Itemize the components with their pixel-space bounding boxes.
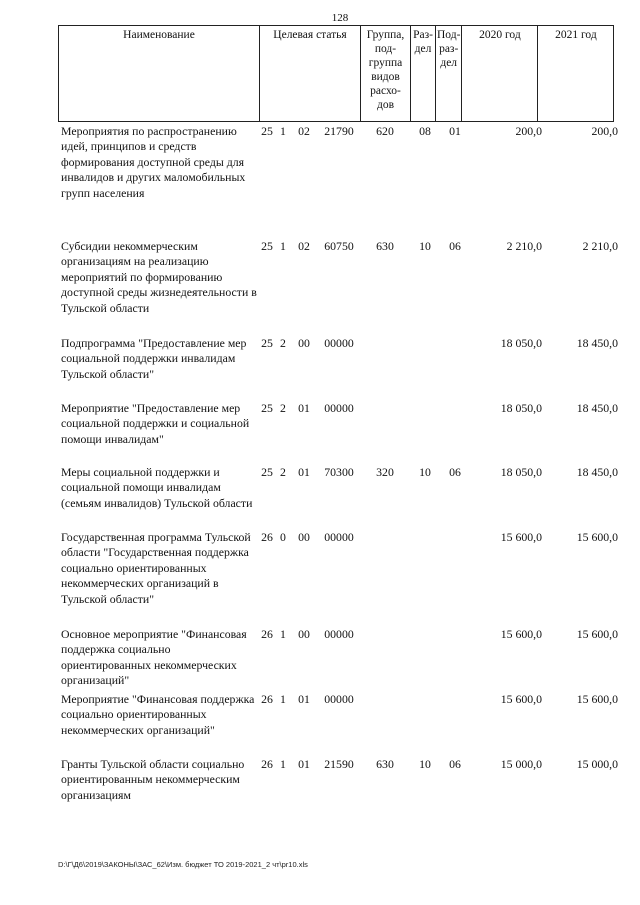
file-path-footer: D:\Г\Д6\2019\ЗАКОНЫ\ЗАС_62\Изм. бюджет ТО 2019-2021_2 чт\pr10.xls xyxy=(58,860,308,869)
header-year-2021: 2021 год xyxy=(538,26,614,122)
header-group-line: под- xyxy=(374,43,397,55)
row-program: 25 xyxy=(261,239,273,253)
row-subprogram: 1 xyxy=(280,692,286,706)
header-group-line: Группа, xyxy=(366,29,405,41)
row-program: 25 xyxy=(261,401,273,415)
row-amount-2021: 18 450,0 xyxy=(576,401,618,415)
row-name: Основное мероприятие "Финансовая поддержка социально ориентированных некоммерческих организаций" xyxy=(61,627,247,688)
row-program: 25 xyxy=(261,124,273,138)
row-amount-2021: 18 450,0 xyxy=(576,465,618,479)
row-expense-direction: 00000 xyxy=(324,627,354,641)
row-amount-2021: 2 210,0 xyxy=(582,239,618,253)
header-subsection-line: Под- xyxy=(437,29,461,41)
row-name: Государственная программа Тульской области "Государственная поддержка социально ориентированных некоммерческих организаций в Тульской области" xyxy=(61,530,251,606)
row-program: 26 xyxy=(261,627,273,641)
row-expense-direction: 70300 xyxy=(324,465,354,479)
header-year-2020: 2020 год xyxy=(462,26,538,122)
row-subprogram: 2 xyxy=(280,336,286,350)
row-name: Подпрограмма "Предоставление мер социальной поддержки инвалидам Тульской области" xyxy=(61,336,247,381)
row-event: 00 xyxy=(298,336,310,350)
header-section xyxy=(411,26,436,122)
row-subprogram: 1 xyxy=(280,757,286,771)
table-header xyxy=(58,25,614,122)
row-section: 10 xyxy=(419,239,431,253)
header-group-line: дов xyxy=(376,99,395,111)
row-event: 02 xyxy=(298,239,310,253)
row-name: Субсидии некоммерческим организациям на реализацию мероприятий по формированию доступной среды жизнедеятельности в Тульской области xyxy=(61,239,257,315)
header-target-article: Целевая статья xyxy=(260,26,361,122)
row-program: 25 xyxy=(261,465,273,479)
row-event: 01 xyxy=(298,465,310,479)
row-expense-direction: 21590 xyxy=(324,757,354,771)
row-group: 320 xyxy=(376,465,394,479)
row-expense-direction: 00000 xyxy=(324,336,354,350)
row-amount-2020: 15 600,0 xyxy=(500,530,542,544)
row-subsection: 06 xyxy=(449,757,461,771)
row-amount-2021: 200,0 xyxy=(591,124,618,138)
row-subprogram: 2 xyxy=(280,465,286,479)
header-subsection-line: раз- xyxy=(439,43,459,55)
row-subprogram: 2 xyxy=(280,401,286,415)
row-group: 630 xyxy=(376,239,394,253)
row-event: 01 xyxy=(298,757,310,771)
row-amount-2020: 2 210,0 xyxy=(506,239,542,253)
row-event: 00 xyxy=(298,530,310,544)
row-expense-direction: 60750 xyxy=(324,239,354,253)
header-subsection-line: дел xyxy=(440,57,458,69)
row-section: 08 xyxy=(419,124,431,138)
header-group-line: расхо- xyxy=(370,85,401,97)
header-section-line: дел xyxy=(414,43,432,55)
row-section: 10 xyxy=(419,757,431,771)
row-amount-2021: 18 450,0 xyxy=(576,336,618,350)
row-subsection: 06 xyxy=(449,465,461,479)
row-expense-direction: 00000 xyxy=(324,692,354,706)
row-event: 02 xyxy=(298,124,310,138)
header-group xyxy=(361,26,411,122)
row-amount-2020: 18 050,0 xyxy=(500,465,542,479)
row-name: Мероприятие "Предоставление мер социальной поддержки и социальной помощи инвалидам" xyxy=(61,401,250,446)
row-amount-2020: 200,0 xyxy=(515,124,542,138)
row-amount-2020: 15 600,0 xyxy=(500,692,542,706)
row-amount-2020: 18 050,0 xyxy=(500,336,542,350)
header-group-line: группа xyxy=(368,57,403,69)
row-section: 10 xyxy=(419,465,431,479)
page-number: 128 xyxy=(331,12,349,24)
row-name: Мероприятие "Финансовая поддержка социально ориентированных некоммерческих организаций" xyxy=(61,692,255,737)
row-amount-2020: 15 600,0 xyxy=(500,627,542,641)
row-amount-2021: 15 600,0 xyxy=(576,627,618,641)
row-name: Мероприятия по распространению идей, принципов и средств формирования доступной среды для инвалидов и других маломобильных групп населения xyxy=(61,124,246,200)
row-group: 620 xyxy=(376,124,394,138)
row-amount-2020: 15 000,0 xyxy=(500,757,542,771)
row-expense-direction: 00000 xyxy=(324,530,354,544)
row-program: 26 xyxy=(261,757,273,771)
row-group: 630 xyxy=(376,757,394,771)
row-amount-2021: 15 000,0 xyxy=(576,757,618,771)
row-subprogram: 0 xyxy=(280,530,286,544)
row-event: 01 xyxy=(298,401,310,415)
row-event: 01 xyxy=(298,692,310,706)
row-subsection: 06 xyxy=(449,239,461,253)
row-amount-2021: 15 600,0 xyxy=(576,530,618,544)
header-section-line: Раз- xyxy=(413,29,433,41)
row-name: Гранты Тульской области социально ориентированным некоммерческим организациям xyxy=(61,757,245,802)
row-amount-2020: 18 050,0 xyxy=(500,401,542,415)
row-subprogram: 1 xyxy=(280,124,286,138)
row-expense-direction: 21790 xyxy=(324,124,354,138)
header-name: Наименование xyxy=(59,26,260,122)
header-group-line: видов xyxy=(371,71,400,83)
row-subprogram: 1 xyxy=(280,627,286,641)
header-subsection xyxy=(436,26,462,122)
row-name: Меры социальной поддержки и социальной помощи инвалидам (семьям инвалидов) Тульской области xyxy=(61,465,253,510)
row-program: 25 xyxy=(261,336,273,350)
budget-rows xyxy=(58,121,622,821)
row-program: 26 xyxy=(261,692,273,706)
row-expense-direction: 00000 xyxy=(324,401,354,415)
row-amount-2021: 15 600,0 xyxy=(576,692,618,706)
row-subprogram: 1 xyxy=(280,239,286,253)
row-event: 00 xyxy=(298,627,310,641)
row-program: 26 xyxy=(261,530,273,544)
row-subsection: 01 xyxy=(449,124,461,138)
